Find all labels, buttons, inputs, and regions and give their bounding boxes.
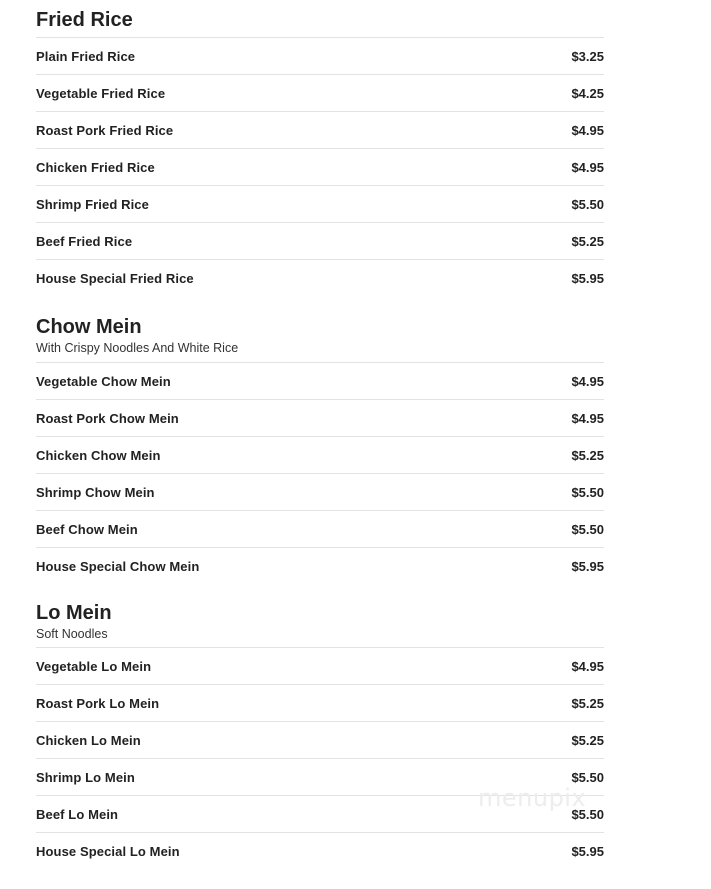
item-price: $4.95 xyxy=(571,159,604,175)
menu-item xyxy=(36,547,604,584)
item-name: Vegetable Fried Rice xyxy=(36,85,166,101)
item-price: $5.25 xyxy=(571,447,604,463)
item-price: $4.95 xyxy=(571,658,604,674)
item-list xyxy=(36,362,604,584)
item-price: $5.50 xyxy=(571,806,604,822)
menu-item xyxy=(36,259,604,296)
item-price: $5.50 xyxy=(571,769,604,785)
item-price: $4.95 xyxy=(571,122,604,138)
menu-item xyxy=(36,362,604,399)
item-price: $5.95 xyxy=(571,270,604,286)
section-description: With Crispy Noodles And White Rice xyxy=(36,341,239,355)
watermark-logo: menupix xyxy=(478,784,587,812)
menu-item xyxy=(36,832,604,869)
menu-item xyxy=(36,74,604,111)
item-name: Chicken Chow Mein xyxy=(36,447,161,463)
item-name: Beef Fried Rice xyxy=(36,233,133,249)
menu-item xyxy=(36,222,604,259)
item-name: Plain Fried Rice xyxy=(36,48,136,64)
menu-item xyxy=(36,795,604,832)
menu-item xyxy=(36,510,604,547)
section-title: Chow Mein xyxy=(36,316,142,338)
item-price: $4.25 xyxy=(571,85,604,101)
menu-item xyxy=(36,111,604,148)
item-list xyxy=(36,37,604,296)
item-name: Chicken Fried Rice xyxy=(36,159,155,175)
menu-item xyxy=(36,436,604,473)
item-price: $5.25 xyxy=(571,732,604,748)
menu-item xyxy=(36,721,604,758)
item-name: Chicken Lo Mein xyxy=(36,732,141,748)
menu-item xyxy=(36,37,604,74)
section-chow-mein xyxy=(36,315,604,584)
section-description: Soft Noodles xyxy=(36,627,108,641)
item-name: Shrimp Chow Mein xyxy=(36,484,155,500)
item-name: Roast Pork Fried Rice xyxy=(36,122,174,138)
menu-item xyxy=(36,684,604,721)
item-name: Shrimp Fried Rice xyxy=(36,196,149,212)
item-name: Vegetable Chow Mein xyxy=(36,373,171,389)
item-price: $4.95 xyxy=(571,410,604,426)
item-price: $3.25 xyxy=(571,48,604,64)
item-price: $5.25 xyxy=(571,233,604,249)
menu-item xyxy=(36,758,604,795)
item-name: House Special Chow Mein xyxy=(36,558,200,574)
menu xyxy=(36,0,604,869)
item-name: Roast Pork Lo Mein xyxy=(36,695,160,711)
item-name: Beef Lo Mein xyxy=(36,806,119,822)
section-title: Lo Mein xyxy=(36,602,112,624)
item-price: $5.95 xyxy=(571,558,604,574)
item-price: $5.50 xyxy=(571,521,604,537)
section-lo-mein xyxy=(36,601,604,869)
item-name: House Special Lo Mein xyxy=(36,843,180,859)
item-list xyxy=(36,647,604,869)
item-price: $5.50 xyxy=(571,196,604,212)
menu-item xyxy=(36,647,604,684)
menu-item xyxy=(36,399,604,436)
item-name: House Special Fried Rice xyxy=(36,270,194,286)
item-name: Roast Pork Chow Mein xyxy=(36,410,179,426)
item-price: $5.25 xyxy=(571,695,604,711)
menu-item xyxy=(36,148,604,185)
section-title: Fried Rice xyxy=(36,9,133,31)
item-price: $5.50 xyxy=(571,484,604,500)
menu-item xyxy=(36,473,604,510)
item-name: Shrimp Lo Mein xyxy=(36,769,135,785)
menu-item xyxy=(36,185,604,222)
item-price: $4.95 xyxy=(571,373,604,389)
section-fried-rice xyxy=(36,8,604,296)
item-price: $5.95 xyxy=(571,843,604,859)
item-name: Vegetable Lo Mein xyxy=(36,658,152,674)
item-name: Beef Chow Mein xyxy=(36,521,138,537)
